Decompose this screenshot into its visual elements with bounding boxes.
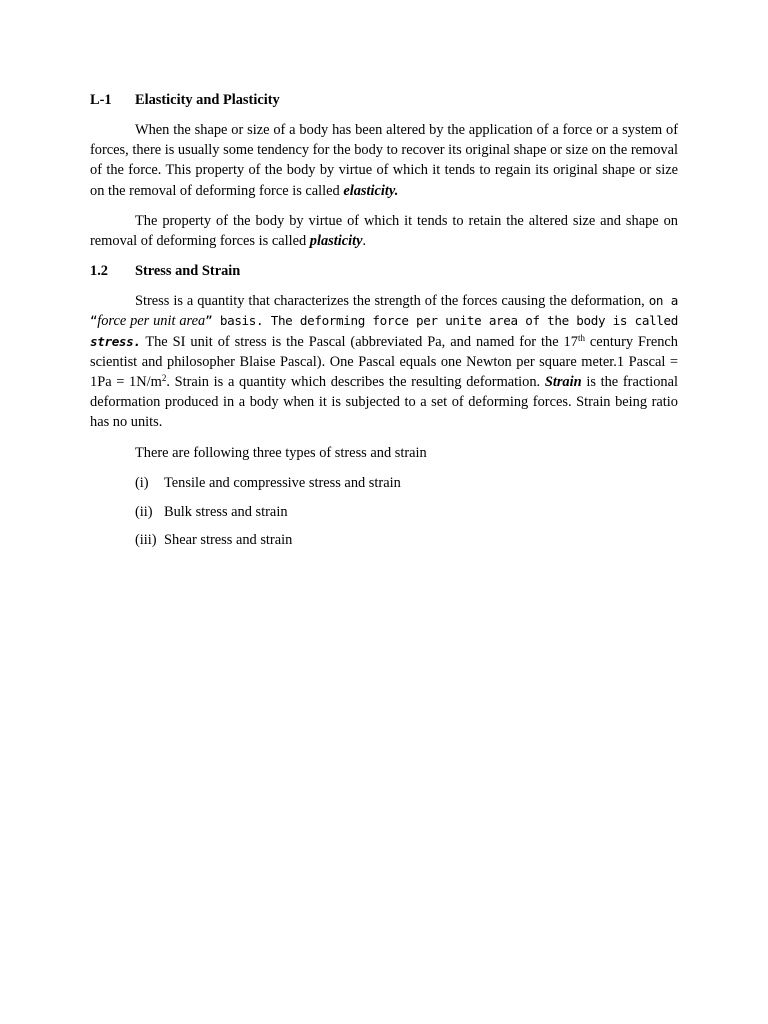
paragraph-types-intro: There are following three types of stress and strain (135, 444, 427, 461)
paragraph-text: Stress is a quantity that characterizes the strength of the forces causing the deformation, (135, 293, 649, 310)
section-number: 1.2 (90, 263, 108, 280)
paragraph-text: The property of the body by virtue of which it tends to retain the altered size and shape on removal of deforming forces is called (90, 212, 678, 250)
paragraph-text: . Strain is a quantity which describes the resulting deformation. (166, 374, 545, 391)
list-item-text: Bulk stress and strain (164, 503, 288, 520)
term-strain: Strain (544, 374, 582, 391)
term-elasticity: elasticity. (343, 182, 399, 199)
document-page (90, 84, 678, 550)
paragraph-elasticity (90, 120, 678, 201)
section-number: L-1 (90, 92, 112, 108)
list-item (135, 473, 678, 493)
list-item (135, 530, 678, 550)
term-plasticity: plasticity (309, 233, 363, 250)
list-item (135, 502, 678, 522)
list-marker: (iii) (135, 531, 157, 548)
paragraph-text: is the fractional deformation produced in a body when it is subjected to a set of deforming forces. Strain being ratio has no units. (90, 374, 678, 431)
italic-phrase: force per unit area (97, 313, 206, 330)
paragraph-text: on a “ (90, 293, 678, 329)
paragraph-text: century French scientist and philosopher Blaise Pascal). One Pascal equals one Newton per square meter.1 Pascal = 1Pa = 1N/m (90, 333, 678, 391)
paragraph-plasticity (90, 211, 678, 251)
paragraph-stress (90, 291, 678, 432)
section-heading-stress-strain (90, 261, 678, 281)
term-stress: stress. (90, 333, 141, 349)
section-title: Stress and Strain (135, 263, 241, 280)
list-item-text: Shear stress and strain (164, 531, 293, 548)
types-list (90, 473, 678, 550)
list-item-text: Tensile and compressive stress and strain (164, 474, 401, 491)
superscript-th: th (577, 332, 585, 343)
paragraph-end: . (362, 233, 367, 250)
paragraph-text: When the shape or size of a body has been altered by the application of a force or a system of forces, there is usually some tendency for the body to recover its original shape or size on the removal of the force. This property of the body by virtue of which it tends to regain its original shape or size on the removal of deforming force is called (90, 122, 678, 199)
list-marker: (i) (135, 474, 149, 491)
superscript-2: 2 (161, 373, 167, 384)
section-heading-elasticity (90, 90, 678, 110)
section-title: Elasticity and Plasticity (135, 92, 280, 108)
paragraph-text: ” basis. The deforming force per unite area of the body is called (205, 313, 678, 329)
list-marker: (ii) (135, 503, 153, 520)
paragraph-text: The SI unit of stress is the Pascal (abbreviated Pa, and named for the 17 (140, 333, 578, 350)
